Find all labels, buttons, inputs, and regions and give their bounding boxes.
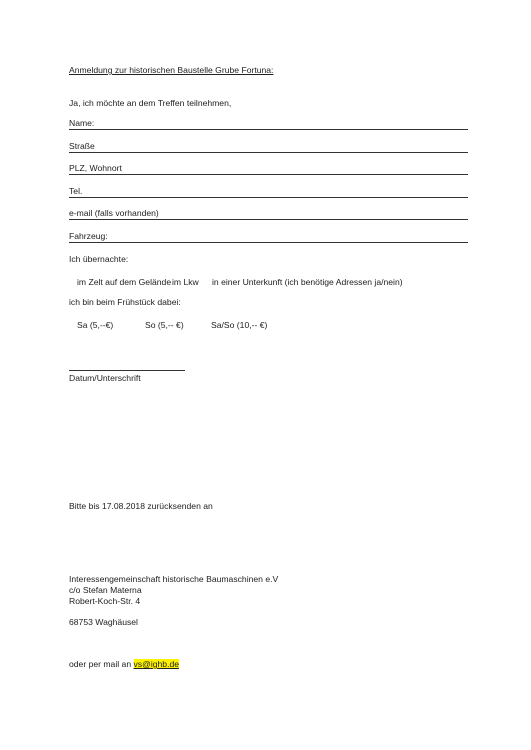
address-line-1: Interessengemeinschaft historische Baumaschinen e.V: [69, 574, 279, 584]
email-label: e-mail (falls vorhanden): [69, 208, 159, 218]
breakfast-heading: ich bin beim Frühstück dabei:: [69, 297, 181, 307]
address-line-3: Robert-Koch-Str. 4: [69, 596, 141, 606]
overnight-heading: Ich übernachte:: [69, 254, 129, 264]
mail-line: [69, 659, 179, 669]
street-field[interactable]: [69, 140, 468, 153]
street-label: Straße: [69, 141, 95, 151]
breakfast-option-sun[interactable]: So (5,-- €): [145, 320, 184, 330]
address-line-4: 68753 Waghäusel: [69, 617, 138, 627]
intro-text: Ja, ich möchte an dem Treffen teilnehmen,: [69, 98, 232, 108]
return-note: Bitte bis 17.08.2018 zurücksenden an: [69, 501, 213, 511]
phone-label: Tel.: [69, 186, 83, 196]
breakfast-option-both[interactable]: Sa/So (10,-- €): [211, 320, 268, 330]
vehicle-label: Fahrzeug:: [69, 231, 108, 241]
signature-label: Datum/Unterschrift: [69, 373, 141, 383]
email-link[interactable]: vs@ighb.de: [133, 659, 180, 669]
address-line-2: c/o Stefan Materna: [69, 585, 142, 595]
email-field[interactable]: [69, 207, 468, 220]
mail-prefix: oder per mail an: [69, 659, 134, 669]
vehicle-field[interactable]: [69, 230, 468, 243]
name-field[interactable]: [69, 117, 468, 130]
phone-field[interactable]: [69, 185, 468, 198]
breakfast-option-sat[interactable]: Sa (5,--€): [77, 320, 114, 330]
zip-city-label: PLZ, Wohnort: [69, 163, 122, 173]
signature-line[interactable]: [69, 370, 185, 371]
zip-city-field[interactable]: [69, 162, 468, 175]
overnight-option-accommodation[interactable]: in einer Unterkunft (ich benötige Adressen ja/nein): [212, 277, 403, 287]
overnight-option-truck[interactable]: im Lkw: [172, 277, 199, 287]
form-title: Anmeldung zur historischen Baustelle Grube Fortuna:: [69, 65, 274, 75]
name-label: Name:: [69, 118, 95, 128]
overnight-option-tent[interactable]: im Zelt auf dem Gelände: [77, 277, 172, 287]
